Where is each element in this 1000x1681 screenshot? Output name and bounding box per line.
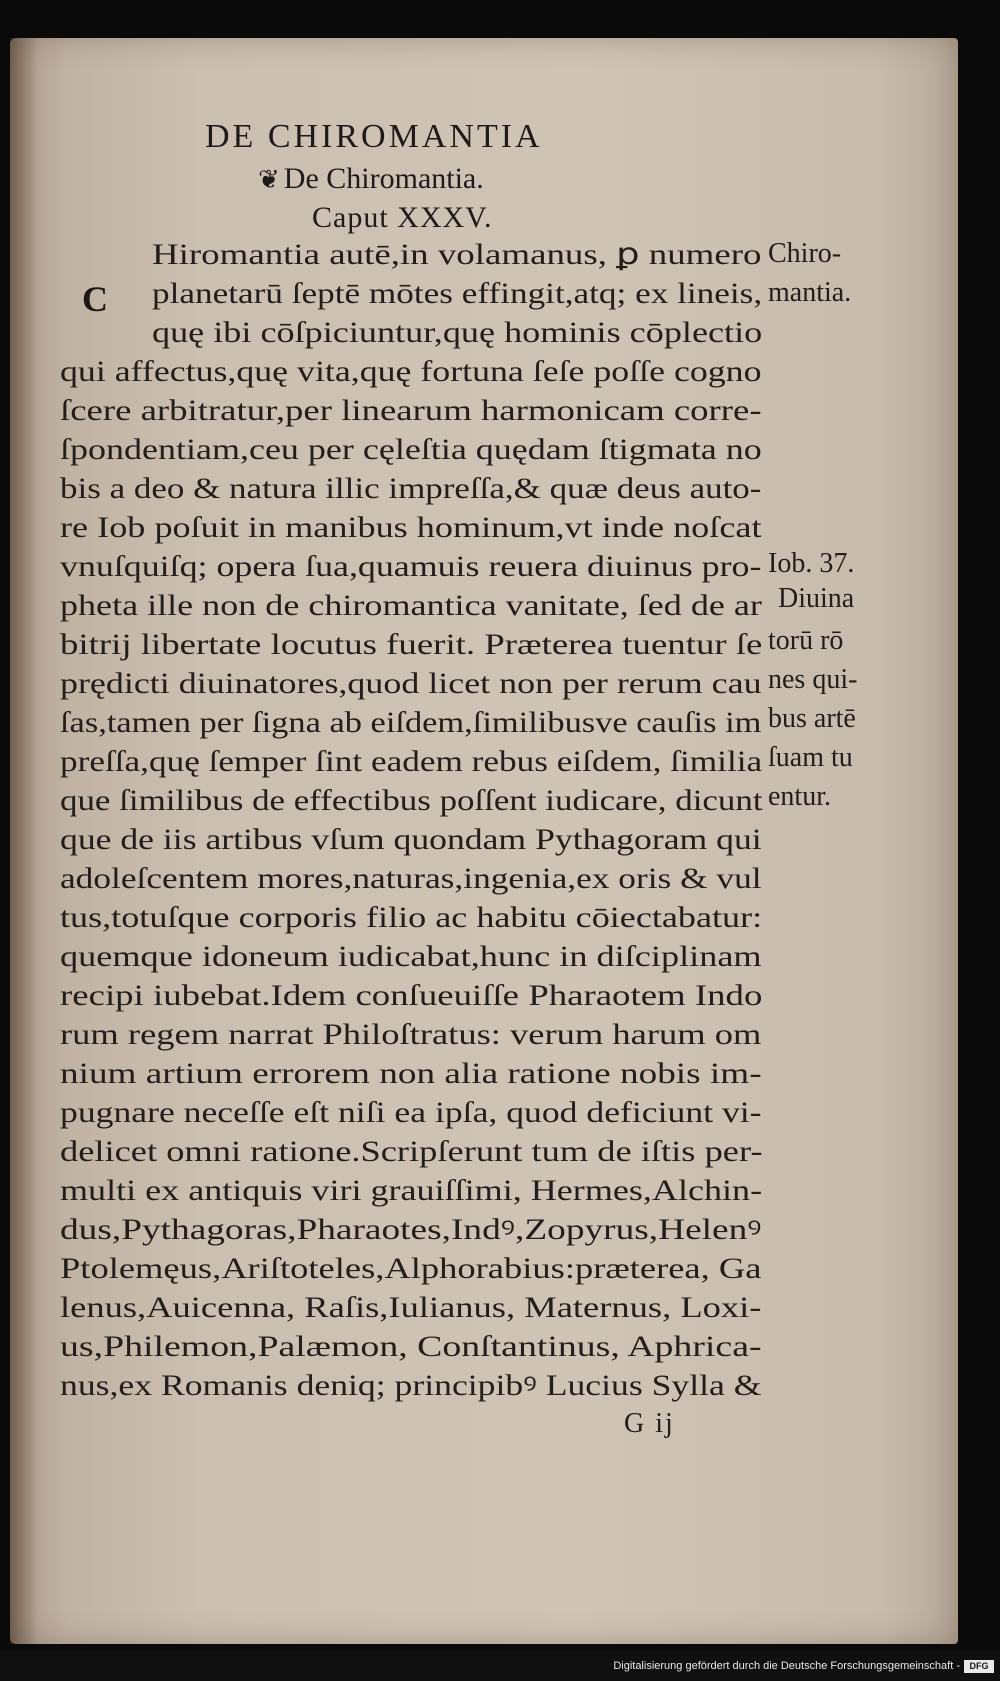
text-line: adoleſcentem mores,naturas,ingenia,ex oris & vul xyxy=(60,862,762,895)
text-line: vnuſquiſq; opera ſua,quamuis reuera diuinus pro- xyxy=(60,550,762,583)
text-line: nium artium errorem non alia ratione nobis im- xyxy=(60,1057,762,1090)
text-line: que de iis artibus vſum quondam Pythagoram qui xyxy=(60,823,762,856)
text-line: us,Philemon,Palæmon, Conſtantinus, Aphrica- xyxy=(60,1330,762,1363)
text-line: qui affectus,quę vita,quę fortuna ſeſe poſſe cogno xyxy=(60,355,762,388)
chapter-title-text: De Chiromantia. xyxy=(283,162,484,195)
margin-note: Iob. 37. xyxy=(768,548,855,579)
book-page xyxy=(10,38,958,1644)
margin-note: mantia. xyxy=(768,277,852,308)
margin-note: bus artē xyxy=(768,703,856,734)
running-head: DE CHIROMANTIA xyxy=(205,118,543,155)
chapter-title xyxy=(258,162,484,196)
text-line: rum regem narrat Philoſtratus: verum harum om xyxy=(60,1018,762,1051)
text-line: pugnare neceſſe eſt niſi ea ipſa, quod deficiunt vi- xyxy=(60,1096,762,1129)
margin-note: nes qui- xyxy=(768,664,858,695)
text-line: pheta ille non de chiromantica vanitate, ſed de ar xyxy=(60,589,762,622)
margin-note: Diuina xyxy=(778,583,855,614)
text-line: planetarū ſeptē mōtes effingit,atq; ex lineis, xyxy=(152,277,763,310)
text-line: que ſimilibus de effectibus poſſent iudicare, dicunt xyxy=(60,784,763,817)
funding-credit: Digitalisierung gefördert durch die Deutsche Forschungsgemeinschaft - xyxy=(613,1660,960,1672)
chapter-number: Caput XXXV. xyxy=(312,201,493,234)
text-line: tus,totuſque corporis filio ac habitu cōiectabatur: xyxy=(60,901,763,934)
text-line: Hiromantia autē,in volamanus, ꝑ numero xyxy=(152,238,762,271)
margin-note: entur. xyxy=(768,781,831,812)
text-line: lenus,Auicenna, Raſis,Iulianus, Maternus, Loxi- xyxy=(60,1291,762,1324)
text-line: ſcere arbitratur,per linearum harmonicam corre- xyxy=(60,394,762,427)
fleuron-ornament: ❦ xyxy=(258,165,280,194)
margin-note: Chiro- xyxy=(768,238,842,269)
text-line: multi ex antiquis viri grauiſſimi, Hermes,Alchin- xyxy=(60,1174,763,1207)
text-line: nus,ex Romanis deniq; principibꝰ Lucius Sylla & xyxy=(60,1369,762,1402)
text-line: re Iob poſuit in manibus hominum,vt inde noſcat xyxy=(60,511,762,544)
text-line: bis a deo & natura illic impreſſa,& quæ deus auto- xyxy=(60,472,762,505)
margin-note: torū rō xyxy=(768,625,844,656)
drop-cap-initial: C xyxy=(82,279,108,319)
text-line: delicet omni ratione.Scripſerunt tum de iſtis per- xyxy=(60,1135,763,1168)
text-line: ſas,tamen per ſigna ab eiſdem,ſimilibusve cauſis im xyxy=(60,706,762,739)
margin-note: ſuam tu xyxy=(768,742,853,773)
text-line: bitrij libertate locutus fuerit. Præterea tuentur ſe xyxy=(60,628,763,661)
text-line: preſſa,quę ſemper ſint eadem rebus eiſdem, ſimilia xyxy=(60,745,763,778)
text-line: Ptolemęus,Ariſtoteles,Alphorabius:præterea, Ga xyxy=(60,1252,762,1285)
dfg-logo: DFG xyxy=(964,1660,994,1673)
text-line: quemque idoneum iudicabat,hunc in diſciplinam xyxy=(60,940,762,973)
text-line: prędicti diuinatores,quod licet non per rerum cau xyxy=(60,667,762,700)
text-line: dus,Pythagoras,Pharaotes,Indꝰ,Zopyrus,Helenꝰ xyxy=(60,1213,762,1246)
signature-mark: G ij xyxy=(624,1408,675,1439)
text-line: quę ibi cōſpiciuntur,quę hominis cōplectio xyxy=(152,316,763,349)
text-line: recipi iubebat.Idem conſueuiſſe Pharaotem Indo xyxy=(60,979,763,1012)
text-line: ſpondentiam,ceu per cęleſtia quędam ſtigmata no xyxy=(60,433,762,466)
